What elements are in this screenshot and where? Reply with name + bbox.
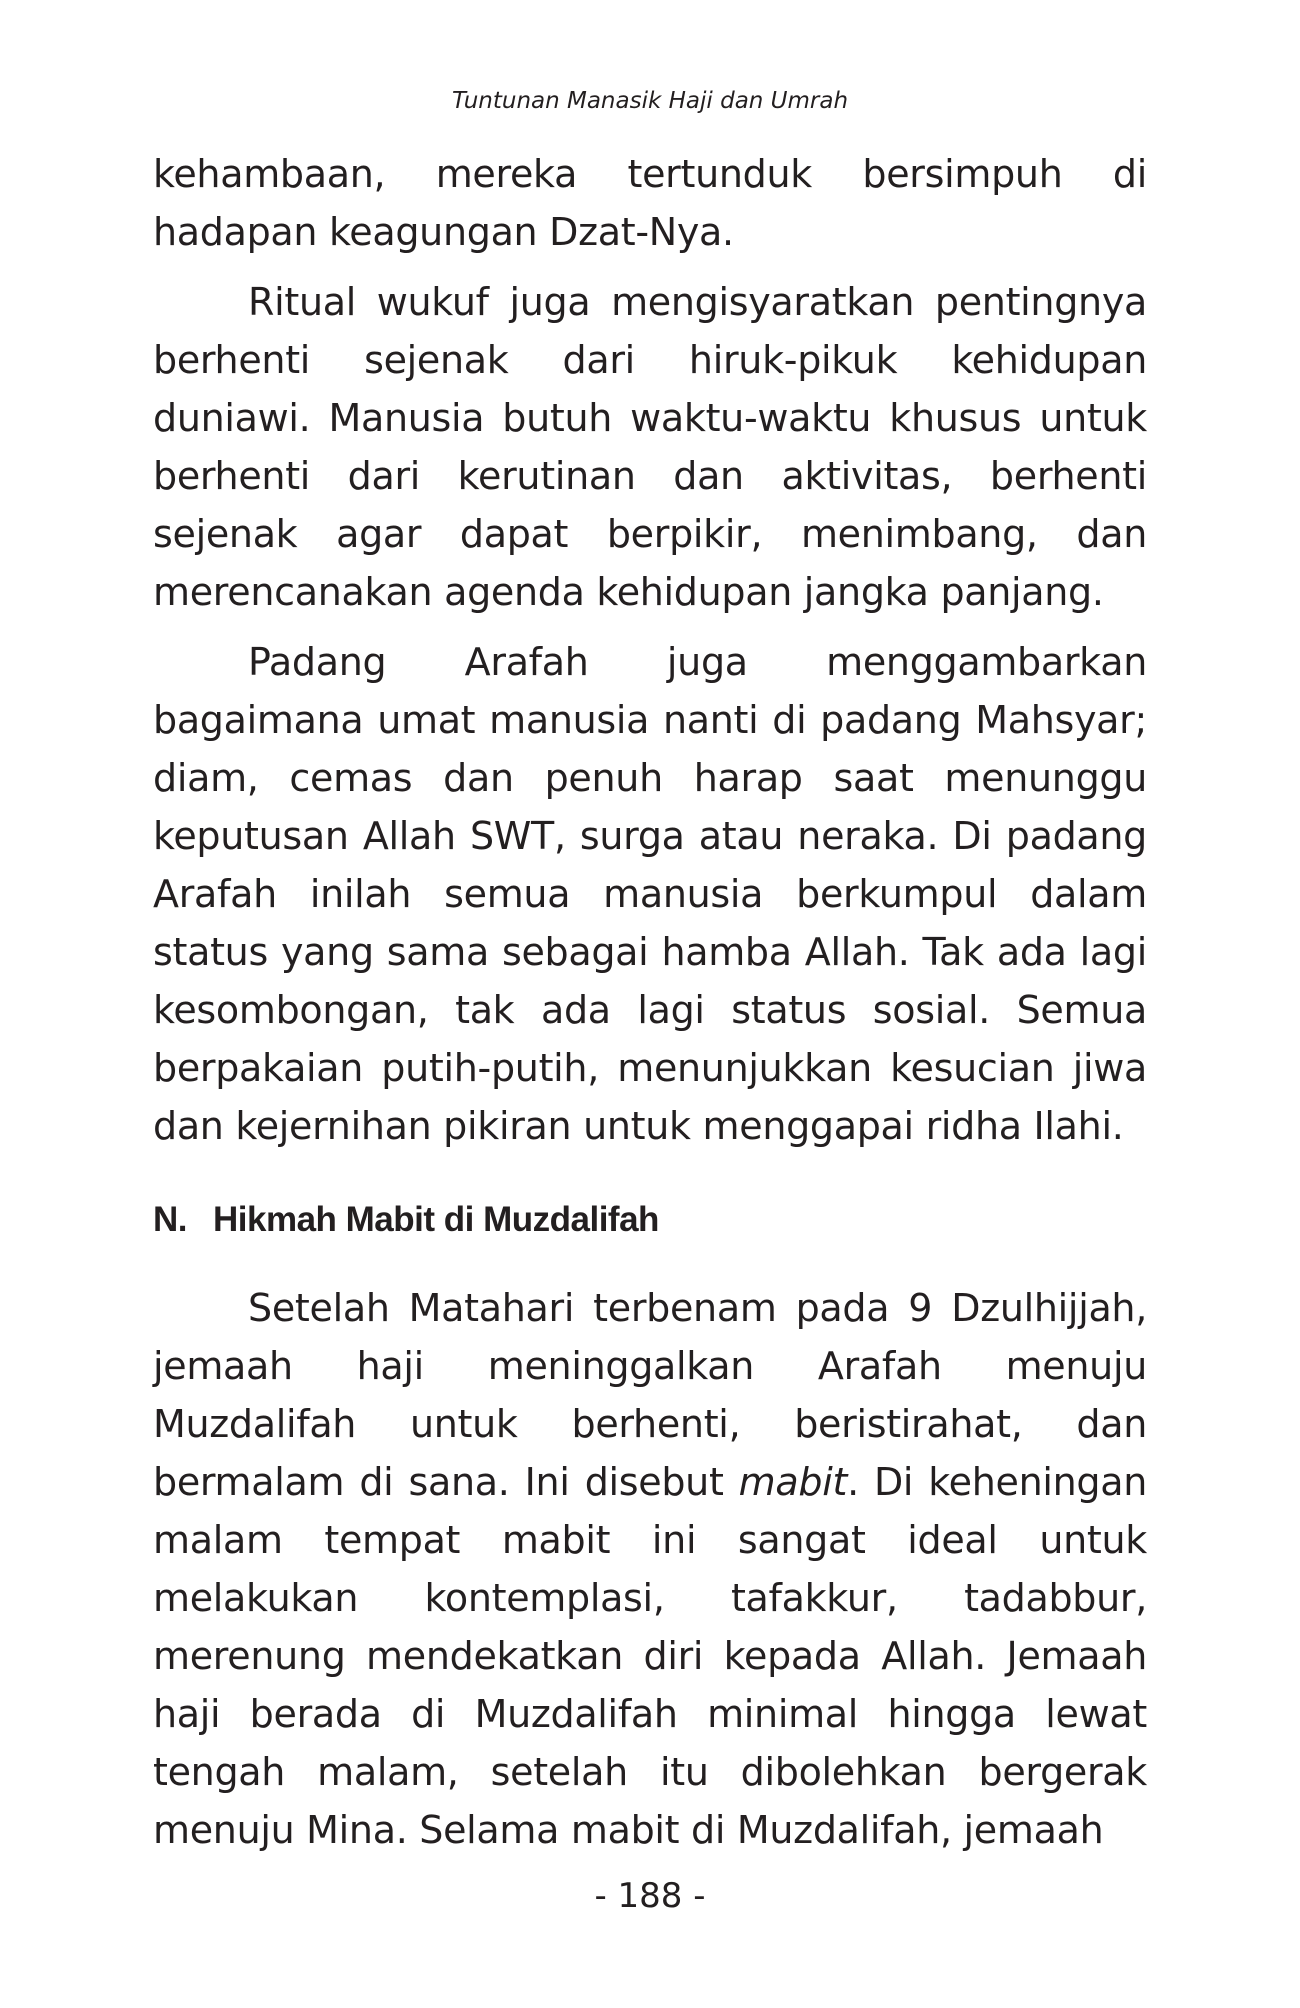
paragraph-mabit-text-end: . Di keheningan malam tempat mabit ini sangat ideal untuk melakukan kontemplasi, tafakkur, tadabbur, merenung mendekatkan diri kepada Allah. Jemaah haji berada di Muzdalifah minimal hingga lewat tengah malam, setelah itu dibolehkan bergerak menuju Mina. Selama mabit di Muzdalifah, jemaah	[153, 1460, 1147, 1852]
section-number: N.	[153, 1200, 187, 1239]
section-heading	[153, 1195, 1147, 1245]
running-header: Tuntunan Manasik Haji dan Umrah	[451, 88, 849, 114]
paragraph-continuation: kehambaan, mereka tertunduk bersimpuh di hadapan keagungan Dzat-Nya.	[153, 152, 1147, 254]
page-number: - 188 -	[594, 1876, 706, 1916]
paragraph-arafah: Padang Arafah juga menggambarkan bagaimana umat manusia nanti di padang Mahsyar; diam, cemas dan penuh harap saat menunggu keputusan Allah SWT, surga atau neraka. Di padang Arafah inilah semua manusia berkumpul dalam status yang sama sebagai hamba Allah. Tak ada lagi kesombongan, tak ada lagi status sosial. Semua berpakaian putih-putih, menunjukkan kesucian jiwa dan kejernihan pikiran untuk menggapai ridha Ilahi.	[153, 640, 1147, 1148]
page-body	[153, 145, 1147, 1859]
paragraph-mabit	[153, 1279, 1147, 1859]
paragraph-wukuf: Ritual wukuf juga mengisyaratkan pentingnya berhenti sejenak dari hiruk-pikuk kehidupan duniawi. Manusia butuh waktu-waktu khusus untuk berhenti dari kerutinan dan aktivitas, berhenti sejenak agar dapat berpikir, menimbang, dan merencanakan agenda kehidupan jangka panjang.	[153, 280, 1147, 614]
section-title: Hikmah Mabit di Muzdalifah	[213, 1200, 659, 1239]
italic-term-mabit: mabit	[738, 1460, 848, 1504]
paragraph-mabit-text-start: Setelah Matahari terbenam pada 9 Dzulhijjah, jemaah haji meninggalkan Arafah menuju Muzdalifah untuk berhenti, beristirahat, dan bermalam di sana. Ini disebut	[153, 1286, 1147, 1504]
